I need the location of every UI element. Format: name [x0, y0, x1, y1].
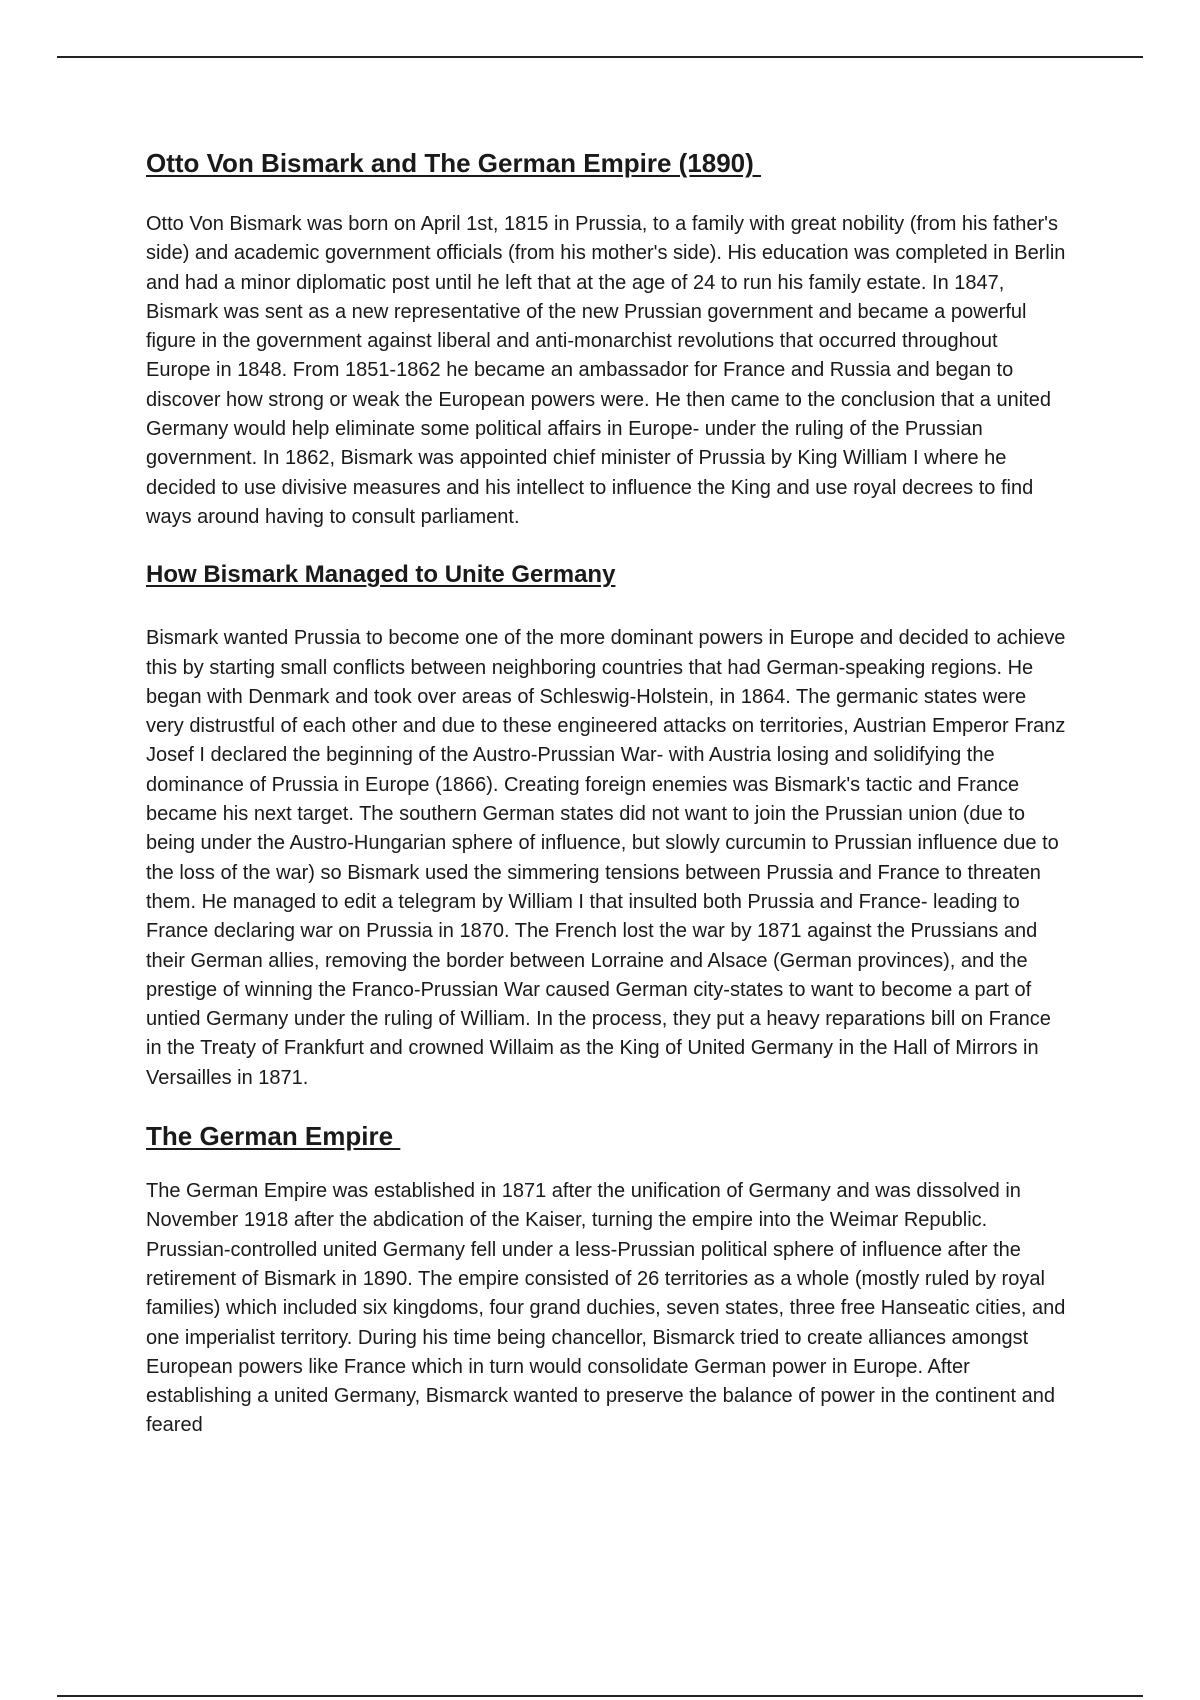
document-title: Otto Von Bismark and The German Empire (1890): [146, 148, 762, 178]
german-empire-paragraph: The German Empire was established in 1871 after the unification of Germany and was dissolved in November 1918 after the abdication of the Kaiser, turning the empire into the Weimar Republic. Prussian-controlled united Germany fell under a less-Prussian political sphere of influence after the retirement of Bismark in 1890. The empire consisted of 26 territories as a whole (mostly ruled by royal families) which included six kingdoms, four grand duchies, seven states, three free Hanseatic cities, and one imperialist territory. During his time being chancellor, Bismarck tried to create alliances amongst European powers like France which in turn would consolidate German power in Europe. After establishing a united Germany, Bismarck wanted to preserve the balance of power in the continent and feared: [146, 1180, 1066, 1437]
bottom-rule: [57, 1695, 1143, 1697]
unite-germany-paragraph: Bismark wanted Prussia to become one of the more dominant powers in Europe and decided to achieve this by starting small conflicts between neighboring countries that had German-speaking regions. He began with Denmark and took over areas of Schleswig-Holstein, in 1864. The germanic states were very distrustful of each other and due to these engineered attacks on territories, Austrian Emperor Franz Josef I declared the beginning of the Austro-Prussian War- with Austria losing and solidifying the dominance of Prussia in Europe (1866). Creating foreign enemies was Bismark's tactic and France became his next target. The southern German states did not want to join the Prussian union (due to being under the Austro-Hungarian sphere of influence, but slowly curcumin to Prussian influence due to the loss of the war) so Bismark used the simmering tensions between Prussia and France to threaten them. He managed to edit a telegram by William I that insulted both Prussia and France- leading to France declaring war on Prussia in 1870. The French lost the war by 1871 against the Prussians and their German allies, removing the border between Lorraine and Alsace (German provinces), and the prestige of winning the Franco-Prussian War caused German city-states to want to become a part of untied Germany under the ruling of William. In the process, they put a heavy reparations bill on France in the Treaty of Frankfurt and crowned Willaim as the King of United Germany in the Hall of Mirrors in Versailles in 1871.: [146, 627, 1066, 1089]
top-rule: [57, 56, 1143, 58]
intro-paragraph: Otto Von Bismark was born on April 1st, 1815 in Prussia, to a family with great nobility (from his father's side) and academic government officials (from his mother's side). His education was completed in Berlin and had a minor diplomatic post until he left that at the age of 24 to run his family estate. In 1847, Bismark was sent as a new representative of the new Prussian government and became a powerful figure in the government against liberal and anti-monarchist revolutions that occurred throughout Europe in 1848. From 1851-1862 he became an ambassador for France and Russia and began to discover how strong or weak the European powers were. He then came to the conclusion that a united Germany would help eliminate some political affairs in Europe- under the ruling of the Prussian government. In 1862, Bismark was appointed chief minister of Prussia by King William I where he decided to use divisive measures and his intellect to influence the King and use royal decrees to find ways around having to consult parliament.: [146, 213, 1066, 528]
section-heading-german-empire: The German Empire: [146, 1121, 401, 1152]
document-body: [146, 144, 1066, 1441]
section-heading-unite-germany: How Bismark Managed to Unite Germany: [146, 561, 616, 589]
